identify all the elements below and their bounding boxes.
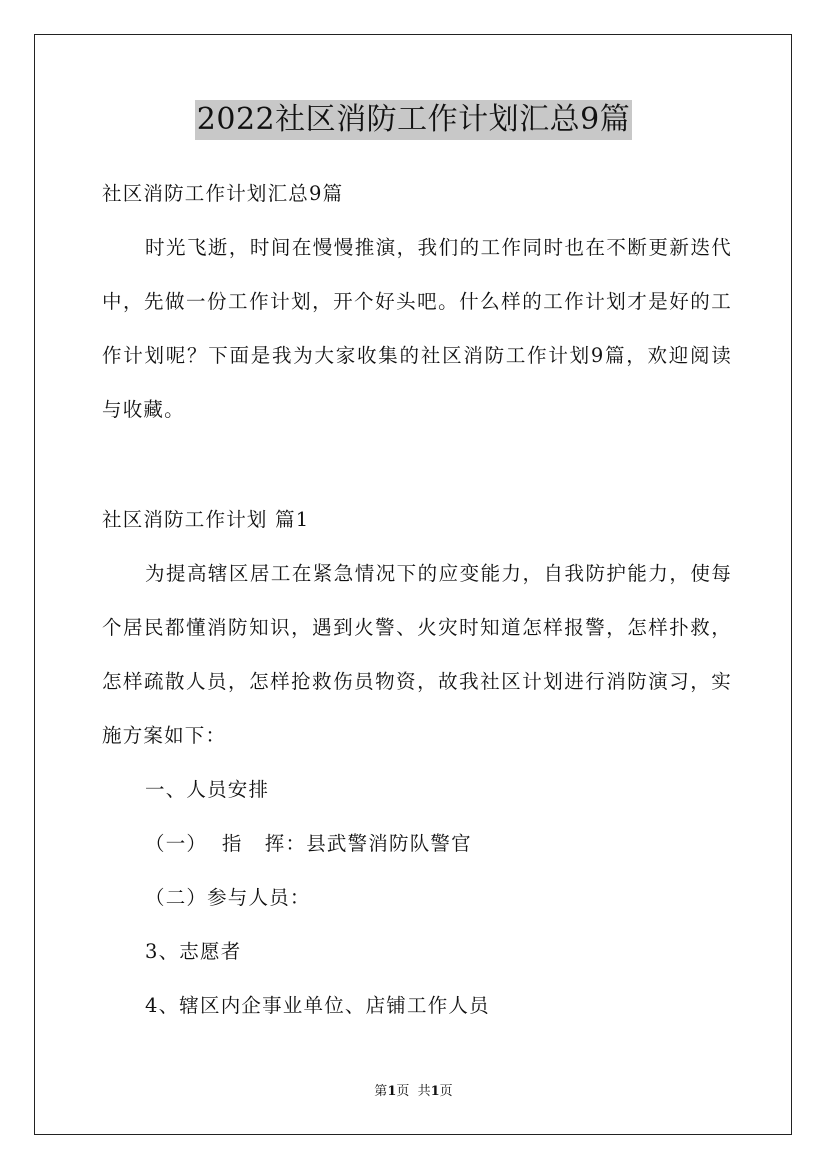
section-heading: 社区消防工作计划 篇1 [102,508,310,531]
body-line-4: 施方案如下： [102,724,227,747]
footer-prefix: 第 [374,1084,388,1099]
footer-page-total: 1 [430,1084,440,1099]
intro-line-3: 作计划呢？下面是我为大家收集的社区消防工作计划9篇，欢迎阅读 [102,344,732,367]
list-item: 一、人员安排 [145,778,270,801]
list-item: 4、辖区内企事业单位、店铺工作人员 [145,994,490,1017]
list-item: 3、志愿者 [145,940,242,963]
list-item: （二）参与人员： [145,886,311,909]
intro-line-4: 与收藏。 [102,398,185,421]
title-wrapper [0,100,827,140]
body-line-3: 怎样疏散人员，怎样抢救伤员物资，故我社区计划进行消防演习，实 [102,670,732,693]
footer-page-number: 1 [387,1084,397,1099]
page-footer [0,1084,827,1100]
document-title: 2022社区消防工作计划汇总9篇 [195,100,632,140]
footer-mid: 页 共 [396,1084,431,1099]
subtitle: 社区消防工作计划汇总9篇 [102,182,344,205]
intro-line-2: 中，先做一份工作计划，开个好头吧。什么样的工作计划才是好的工 [102,290,732,313]
body-line-1: 为提高辖区居工在紧急情况下的应变能力，自我防护能力，使每 [145,562,732,585]
footer-suffix: 页 [439,1084,453,1099]
intro-line-1: 时光飞逝，时间在慢慢推演，我们的工作同时也在不断更新迭代 [145,236,732,259]
list-item: （一） 指 挥：县武警消防队警官 [145,832,472,855]
body-line-2: 个居民都懂消防知识，遇到火警、火灾时知道怎样报警，怎样扑救， [102,616,732,639]
